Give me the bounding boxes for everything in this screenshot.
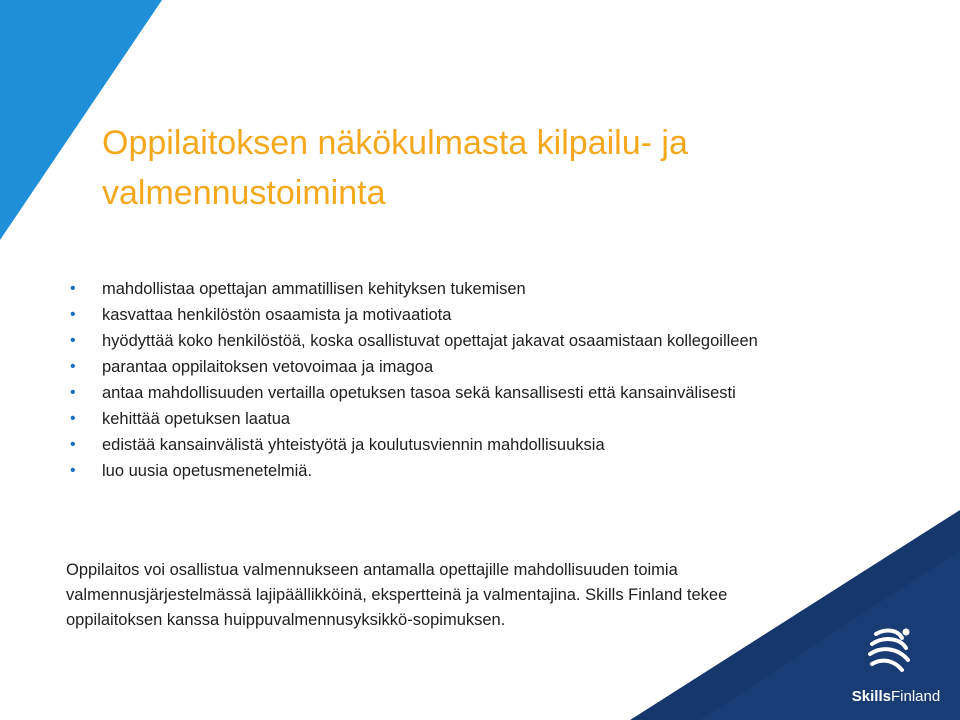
list-item — [70, 328, 810, 354]
bullet-icon: • — [70, 332, 76, 349]
logo-wordmark-regular: Finland — [891, 688, 941, 705]
list-item — [70, 458, 810, 484]
logo-wordmark-bold: Skills — [851, 688, 891, 705]
summary-paragraph: Oppilaitos voi osallistua valmennukseen antamalla opettajille mahdollisuuden toimia valmennusjärjestelmässä lajipäällikköinä, ekspertteinä ja valmentajina. Skills Finland tekee oppilaitoksen kanssa huippuvalmennusyksikkö-sopimuksen. — [66, 561, 728, 629]
bullet-text: mahdollistaa opettajan ammatillisen kehityksen tukemisen — [102, 280, 526, 298]
logo-wordmark — [846, 688, 946, 706]
bullet-icon: • — [70, 462, 76, 479]
bullet-text: parantaa oppilaitoksen vetovoimaa ja imagoa — [102, 358, 434, 376]
list-item — [70, 380, 810, 406]
list-item — [70, 276, 810, 302]
bullet-icon: • — [70, 384, 76, 401]
bullet-text: antaa mahdollisuuden vertailla opetuksen tasoa sekä kansallisesti että kansainvälisesti — [102, 384, 736, 402]
bullet-icon: • — [70, 306, 76, 323]
bullet-text: kehittää opetuksen laatua — [102, 410, 291, 428]
list-item — [70, 354, 810, 380]
bullet-text: hyödyttää koko henkilöstöä, koska osallistuvat opettajat jakavat osaamistaan kollegoilleen — [102, 332, 758, 350]
bullet-icon: • — [70, 358, 76, 375]
bullet-text: edistää kansainvälistä yhteistyötä ja koulutusviennin mahdollisuuksia — [102, 436, 605, 454]
list-item — [70, 432, 810, 458]
slide-title: Oppilaitoksen näkökulmasta kilpailu- ja valmennustoiminta — [102, 124, 688, 212]
list-item — [70, 302, 810, 328]
bullet-list — [70, 276, 810, 484]
bullet-icon: • — [70, 436, 76, 453]
bullet-text: kasvattaa henkilöstön osaamista ja motivaatiota — [102, 306, 452, 324]
list-item — [70, 406, 810, 432]
skills-finland-logo-icon — [862, 624, 922, 676]
bullet-icon: • — [70, 280, 76, 297]
skills-finland-logo — [846, 624, 946, 706]
bullet-text: luo uusia opetusmenetelmiä. — [102, 462, 313, 480]
bullet-icon: • — [70, 410, 76, 427]
